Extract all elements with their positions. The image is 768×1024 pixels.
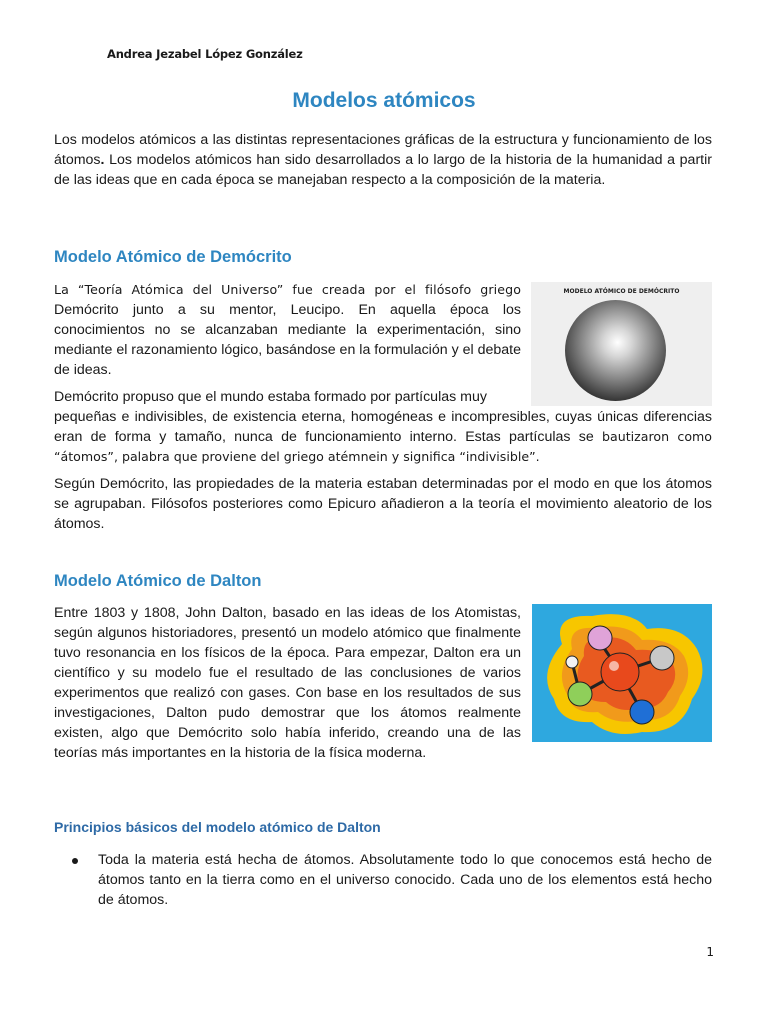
democrito-paragraph-3: Según Demócrito, las propiedades de la materia estaban determinadas por el modo en que los átomos se agrupaban. Filósofos posteriores como Epicuro añadieron a la teoría el movimiento aleatorio de los átomos. bbox=[54, 476, 712, 532]
democrito-p1-lead: La “Teoría Atómica del Universo” fue creada por el filósofo griego bbox=[54, 282, 521, 297]
page-title: Modelos atómicos bbox=[292, 89, 476, 112]
dalton-paragraph: Entre 1803 y 1808, John Dalton, basado en las ideas de los Atomistas, según algunos historiadores, presentó un modelo atómico que finalmente tuvo resonancia en los físicos de la época. Para empezar, Dalton era un científico y su modelo fue el resultado de las conclusiones de varios experimentos que realizó con gases. Con base en los resultados de sus investigaciones, Dalton pudo demostrar que los átomos realmente existen, algo que Demócrito solo había inferido, creando una de las teorías más importantes en la historia de la física moderna. bbox=[54, 605, 521, 761]
bullet-icon bbox=[72, 858, 78, 864]
democrito-p1-rest: Demócrito junto a su mentor, Leucipo. En aquella época los conocimientos no se alcanzaban mediante la experimentación, sino mediante el razonamiento lógico, basándose en la formulación y el debate de ideas. bbox=[54, 302, 521, 378]
democrito-paragraph-2 bbox=[54, 387, 712, 467]
democrito-image-caption: MODELO ATÓMICO DE DEMÓCRITO bbox=[563, 288, 680, 295]
page-number: 1 bbox=[706, 945, 714, 959]
dalton-molecule-image bbox=[532, 604, 712, 742]
intro-paragraph bbox=[54, 130, 712, 190]
democrito-paragraph-1 bbox=[54, 280, 521, 380]
molecule-icon bbox=[532, 604, 712, 742]
intro-text-b: Los modelos atómicos han sido desarrollados a lo largo de la historia de la humanidad a partir de las ideas que en cada época se manejaban respecto a la composición de la materia. bbox=[54, 152, 712, 188]
intro-bold-period: . bbox=[100, 152, 105, 168]
democrito-p2-tail: bautizaron como “átomos”, palabra que proviene del griego atémnein y significa “indivisible”. bbox=[54, 429, 712, 464]
atom-sphere-icon bbox=[565, 300, 666, 401]
section-heading-dalton: Modelo Atómico de Dalton bbox=[54, 572, 262, 590]
author-name: Andrea Jezabel López González bbox=[107, 47, 303, 61]
list-item bbox=[72, 850, 712, 910]
intro-text-a: Los modelos atómicos a las distintas representaciones gráficas de la estructura y funcionamiento de los átomos bbox=[54, 132, 712, 168]
democrito-p2-rest: pequeñas e indivisibles, de existencia eterna, homogéneas e incompresibles, cuyas únicas diferencias eran de forma y tamaño, nunca de funcionamiento interno. Estas partículas se bbox=[54, 409, 712, 445]
bullet-text: Toda la materia está hecha de átomos. Absolutamente todo lo que conocemos está hecho de átomos tanto en la tierra como en el universo conocido. Cada uno de los elementos está hecho de átomos. bbox=[98, 852, 712, 908]
principles-heading: Principios básicos del modelo atómico de Dalton bbox=[54, 819, 381, 835]
section-heading-democrito: Modelo Atómico de Demócrito bbox=[54, 248, 292, 266]
democrito-p2-first: Demócrito propuso que el mundo estaba formado por partículas muy bbox=[54, 389, 487, 405]
